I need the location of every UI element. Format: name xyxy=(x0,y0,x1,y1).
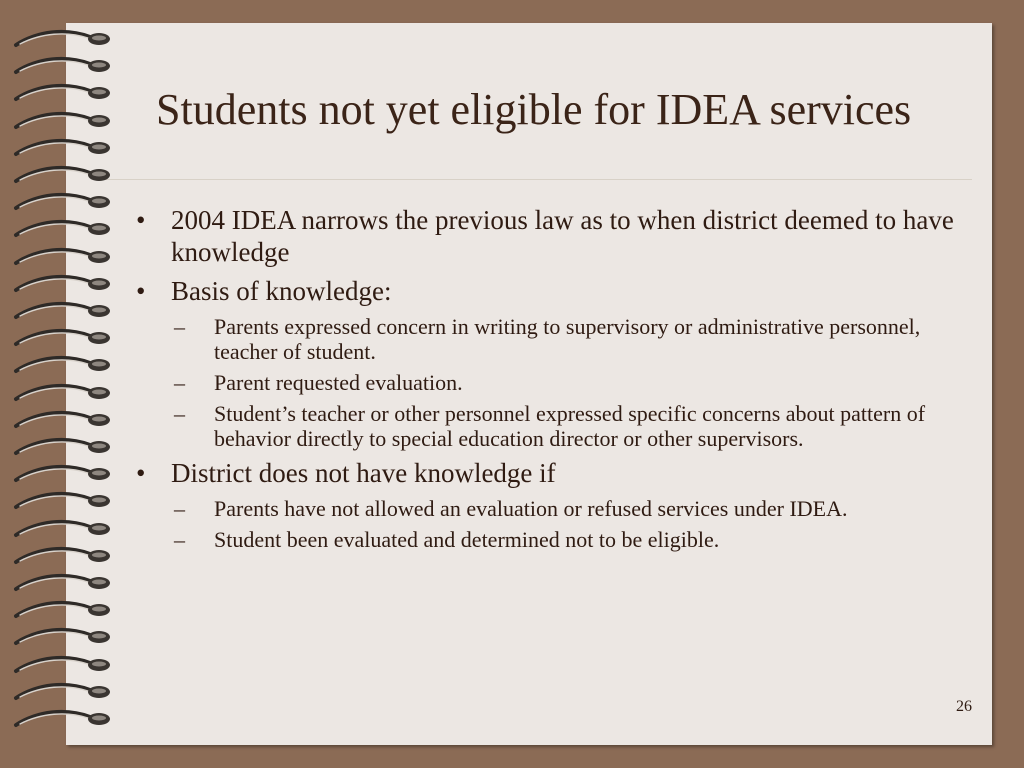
bullet-mark: • xyxy=(136,205,146,235)
title-separator xyxy=(100,179,972,180)
sub-bullet-text: Parent requested evaluation. xyxy=(214,370,463,395)
spiral-ring-icon xyxy=(8,704,118,732)
sub-bullet-text: Parents have not allowed an evaluation or refused services under IDEA. xyxy=(214,496,848,521)
sub-bullet-mark: – xyxy=(174,370,185,395)
sub-bullet-item xyxy=(172,314,958,364)
sub-bullet-mark: – xyxy=(174,496,185,521)
sub-bullet-item xyxy=(172,496,958,521)
spiral-ring-icon xyxy=(8,296,118,324)
sub-bullet-text: Student’s teacher or other personnel expressed specific concerns about pattern of behavior directly to special education director or other supervisors. xyxy=(214,401,926,451)
sub-bullet-mark: – xyxy=(174,527,185,552)
spiral-ring-icon xyxy=(8,514,118,542)
sub-bullet-item xyxy=(172,527,958,552)
spiral-ring-icon xyxy=(8,677,118,705)
sub-bullet-text: Parents expressed concern in writing to supervisory or administrative personnel, teacher of student. xyxy=(214,314,921,364)
bullet-list xyxy=(128,204,958,558)
sub-bullet-item xyxy=(172,401,958,451)
spiral-ring-icon xyxy=(8,486,118,514)
spiral-ring-icon xyxy=(8,350,118,378)
sub-bullet-mark: – xyxy=(174,401,185,426)
spiral-ring-icon xyxy=(8,106,118,134)
spiral-ring-icon xyxy=(8,378,118,406)
spiral-ring-icon xyxy=(8,323,118,351)
spiral-ring-icon xyxy=(8,650,118,678)
bullet-item xyxy=(128,457,958,489)
spiral-ring-icon xyxy=(8,541,118,569)
bullet-text: District does not have knowledge if xyxy=(171,458,556,488)
bullet-text: 2004 IDEA narrows the previous law as to when district deemed to have knowledge xyxy=(171,205,954,267)
slide-title: Students not yet eligible for IDEA services xyxy=(156,85,912,134)
slide-paper xyxy=(66,23,992,745)
spiral-ring-icon xyxy=(8,160,118,188)
bullet-text: Basis of knowledge: xyxy=(171,276,392,306)
spiral-binding-icon xyxy=(8,24,118,744)
spiral-ring-icon xyxy=(8,269,118,297)
spiral-ring-icon xyxy=(8,432,118,460)
spiral-ring-icon xyxy=(8,405,118,433)
spiral-ring-icon xyxy=(8,24,118,52)
spiral-ring-icon xyxy=(8,78,118,106)
spiral-ring-icon xyxy=(8,133,118,161)
page-number: 26 xyxy=(956,698,972,715)
spiral-ring-icon xyxy=(8,622,118,650)
bullet-item xyxy=(128,204,958,268)
bullet-item xyxy=(128,275,958,307)
bullet-mark: • xyxy=(136,458,146,488)
sub-bullet-mark: – xyxy=(174,314,185,339)
sub-bullet-text: Student been evaluated and determined not to be eligible. xyxy=(214,527,720,552)
bullet-mark: • xyxy=(136,276,146,306)
spiral-ring-icon xyxy=(8,459,118,487)
sub-bullet-item xyxy=(172,370,958,395)
spiral-ring-icon xyxy=(8,214,118,242)
spiral-ring-icon xyxy=(8,595,118,623)
spiral-ring-icon xyxy=(8,187,118,215)
spiral-ring-icon xyxy=(8,242,118,270)
spiral-ring-icon xyxy=(8,51,118,79)
spiral-ring-icon xyxy=(8,568,118,596)
